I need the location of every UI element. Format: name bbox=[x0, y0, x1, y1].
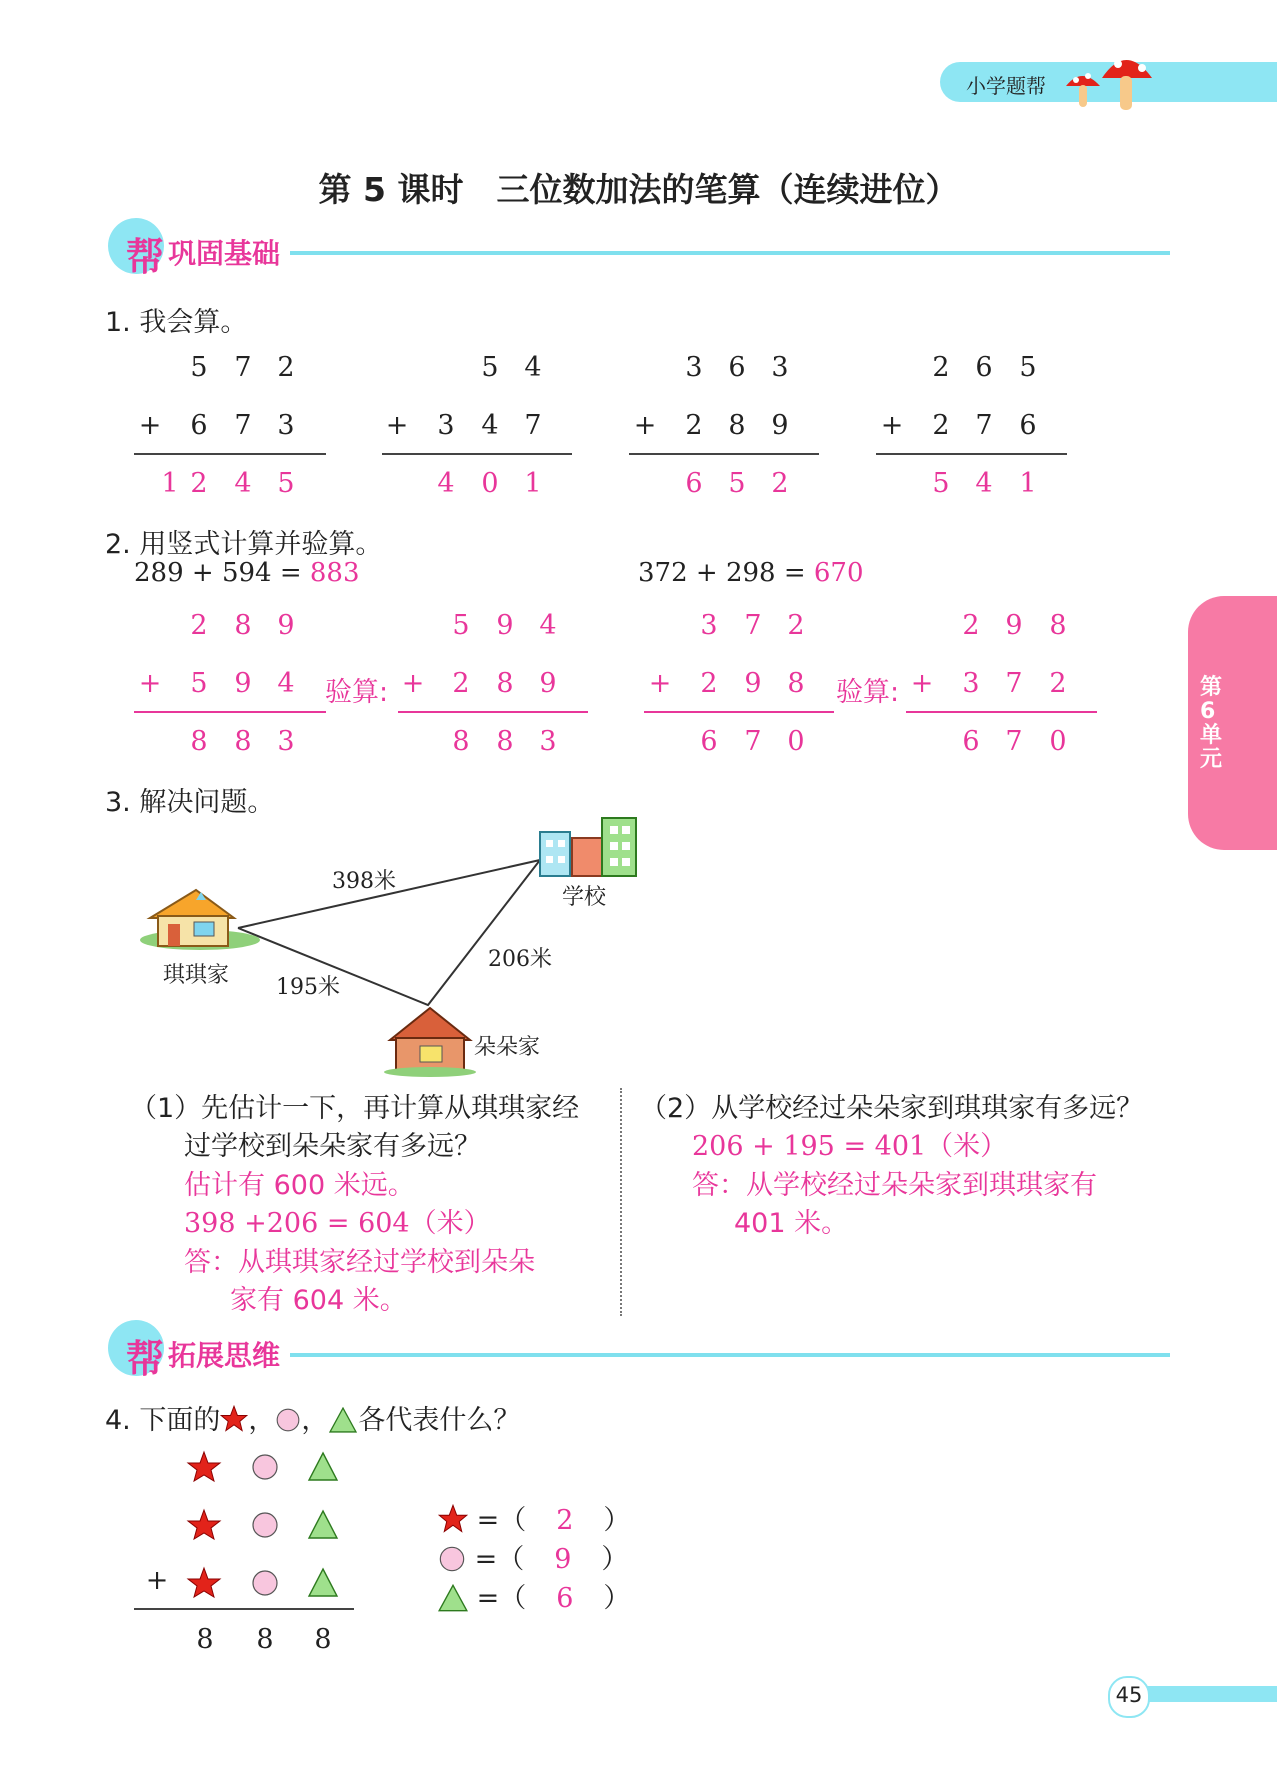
digit: 9 bbox=[234, 668, 252, 699]
circle-icon bbox=[253, 1571, 277, 1595]
q3-part1-answer: 398 +206 = 604（米） bbox=[184, 1208, 491, 1239]
house-icon bbox=[384, 1008, 476, 1077]
digit: 2 bbox=[190, 610, 208, 641]
circle-icon bbox=[253, 1513, 277, 1537]
answer-digit: 2 bbox=[190, 468, 208, 499]
triangle-icon bbox=[438, 1584, 468, 1612]
digit: 7 bbox=[234, 352, 252, 383]
plus-sign: + bbox=[633, 410, 657, 441]
digit: 4 bbox=[539, 610, 557, 641]
answer-value: 2 bbox=[556, 1505, 574, 1536]
answer-digit: 1 bbox=[161, 468, 179, 499]
answer-digit: 6 bbox=[685, 468, 703, 499]
answer-digit: 8 bbox=[234, 726, 252, 757]
q3-part1-answer: 家有 604 米。 bbox=[230, 1285, 407, 1316]
sum-digit: 8 bbox=[196, 1624, 214, 1655]
answer-digit: 5 bbox=[932, 468, 950, 499]
plus-sign: + bbox=[910, 668, 934, 699]
digit: 2 bbox=[787, 610, 805, 641]
unit-tab-label: 第6单元 bbox=[1200, 675, 1223, 772]
digit: 7 bbox=[234, 410, 252, 441]
plus-sign: + bbox=[145, 1565, 169, 1596]
digit: 6 bbox=[190, 410, 208, 441]
answer-value: 9 bbox=[554, 1544, 572, 1575]
plus-sign: + bbox=[385, 410, 409, 441]
digit: 8 bbox=[234, 610, 252, 641]
check-label: 验算: bbox=[836, 677, 900, 708]
triangle-icon bbox=[309, 1453, 337, 1480]
digit: 2 bbox=[277, 352, 295, 383]
place-label: 朵朵家 bbox=[474, 1035, 541, 1060]
answer-circle bbox=[438, 1537, 628, 1576]
digit: 8 bbox=[787, 668, 805, 699]
answer-digit: 8 bbox=[452, 726, 470, 757]
answer-digit: 3 bbox=[539, 726, 557, 757]
answer-digit: 4 bbox=[975, 468, 993, 499]
digit: 9 bbox=[771, 410, 789, 441]
digit: 3 bbox=[962, 668, 980, 699]
answer-digit: 0 bbox=[1049, 726, 1067, 757]
answer-open: =（ bbox=[476, 1583, 527, 1614]
q4-label-sep: ， bbox=[301, 1405, 329, 1436]
q2-label: 2. 用竖式计算并验算。 bbox=[105, 529, 383, 560]
equation-expr: 372 + 298 = bbox=[638, 558, 814, 588]
q3-part2-question: （2）从学校经过朵朵家到琪琪家有多远？ bbox=[640, 1093, 1144, 1124]
sum-digit: 8 bbox=[314, 1624, 332, 1655]
equation-answer: 670 bbox=[813, 558, 864, 588]
q3-part2-answer: 401 米。 bbox=[734, 1208, 849, 1239]
q3-part1-answer: 答：从琪琪家经过学校到朵朵 bbox=[184, 1247, 535, 1278]
digit: 3 bbox=[437, 410, 455, 441]
star-icon bbox=[220, 1405, 248, 1433]
digit: 3 bbox=[771, 352, 789, 383]
q3-part1-question: （1）先估计一下，再计算从琪琪家经 bbox=[130, 1093, 580, 1124]
answer-digit: 2 bbox=[771, 468, 789, 499]
q1-label: 1. 我会算。 bbox=[105, 307, 248, 338]
digit: 6 bbox=[975, 352, 993, 383]
digit: 8 bbox=[728, 410, 746, 441]
distance-label: 206米 bbox=[488, 947, 552, 972]
digit: 3 bbox=[277, 410, 295, 441]
answer-close: ） bbox=[603, 1505, 631, 1536]
answer-digit: 3 bbox=[277, 726, 295, 757]
answer-digit: 8 bbox=[496, 726, 514, 757]
digit: 2 bbox=[932, 410, 950, 441]
answer-digit: 4 bbox=[437, 468, 455, 499]
digit: 8 bbox=[496, 668, 514, 699]
distance-label: 195米 bbox=[276, 975, 340, 1000]
answer-digit: 6 bbox=[962, 726, 980, 757]
answer-digit: 7 bbox=[1005, 726, 1023, 757]
q3-part1-answer: 估计有 600 米远。 bbox=[184, 1170, 415, 1201]
digit: 4 bbox=[277, 668, 295, 699]
digit: 9 bbox=[1005, 610, 1023, 641]
digit: 5 bbox=[190, 352, 208, 383]
star-icon bbox=[188, 1452, 220, 1481]
answer-digit: 7 bbox=[744, 726, 762, 757]
digit: 2 bbox=[452, 668, 470, 699]
triangle-icon bbox=[328, 1407, 358, 1433]
answer-star bbox=[438, 1498, 630, 1537]
digit: 7 bbox=[744, 610, 762, 641]
digit: 2 bbox=[932, 352, 950, 383]
page-number: 45 bbox=[1115, 1683, 1143, 1707]
check-label: 验算: bbox=[325, 677, 389, 708]
answer-digit: 0 bbox=[787, 726, 805, 757]
answer-open: =（ bbox=[474, 1544, 525, 1575]
answer-digit: 5 bbox=[728, 468, 746, 499]
digit: 5 bbox=[1019, 352, 1037, 383]
section-label: 巩固基础 bbox=[168, 237, 281, 270]
answer-digit: 6 bbox=[700, 726, 718, 757]
q4-label-post: 各代表什么？ bbox=[358, 1405, 521, 1436]
section-badge: 帮 bbox=[126, 235, 165, 279]
digit: 3 bbox=[685, 352, 703, 383]
house-icon bbox=[140, 890, 260, 950]
place-label: 琪琪家 bbox=[163, 963, 230, 988]
section-divider bbox=[290, 1353, 1170, 1357]
digit: 4 bbox=[524, 352, 542, 383]
section-badge: 帮 bbox=[126, 1337, 165, 1381]
triangle-icon bbox=[309, 1511, 337, 1538]
digit: 7 bbox=[975, 410, 993, 441]
star-icon bbox=[438, 1504, 468, 1534]
digit: 7 bbox=[524, 410, 542, 441]
symbol-addition bbox=[180, 1448, 350, 1618]
answer-close: ） bbox=[601, 1544, 629, 1575]
circle-icon bbox=[253, 1455, 277, 1479]
answer-digit: 0 bbox=[481, 468, 499, 499]
answer-triangle bbox=[438, 1576, 630, 1615]
equation-expr: 289 + 594 = bbox=[134, 558, 310, 588]
digit: 6 bbox=[1019, 410, 1037, 441]
q4-label-sep: ， bbox=[248, 1405, 276, 1436]
answer-digit: 8 bbox=[190, 726, 208, 757]
plus-sign: + bbox=[138, 668, 162, 699]
digit: 2 bbox=[1049, 668, 1067, 699]
q3-label: 3. 解决问题。 bbox=[105, 787, 275, 818]
column-divider bbox=[620, 1088, 622, 1316]
q3-part2-answer: 答：从学校经过朵朵家到琪琪家有 bbox=[692, 1170, 1097, 1201]
sum-digit: 8 bbox=[256, 1624, 274, 1655]
answer-digit: 1 bbox=[1019, 468, 1037, 499]
equation-answer: 883 bbox=[309, 558, 360, 588]
triangle-icon bbox=[309, 1569, 337, 1596]
sum-line bbox=[134, 1608, 354, 1610]
circle-icon bbox=[275, 1407, 301, 1433]
plus-sign: + bbox=[648, 668, 672, 699]
answer-digit: 5 bbox=[277, 468, 295, 499]
digit: 9 bbox=[277, 610, 295, 641]
q3-part1-question: 过学校到朵朵家有多远？ bbox=[184, 1131, 481, 1162]
header-brand: 小学题帮 bbox=[966, 74, 1046, 98]
section-label: 拓展思维 bbox=[168, 1339, 281, 1372]
page-title: 第 5 课时 三位数加法的笔算（连续进位） bbox=[318, 170, 959, 209]
digit: 9 bbox=[744, 668, 762, 699]
circle-icon bbox=[438, 1545, 466, 1573]
plus-sign: + bbox=[138, 410, 162, 441]
digit: 8 bbox=[1049, 610, 1067, 641]
star-icon bbox=[188, 1510, 220, 1539]
star-icon bbox=[188, 1568, 220, 1597]
place-label: 学校 bbox=[562, 885, 607, 910]
digit: 3 bbox=[700, 610, 718, 641]
answer-open: =（ bbox=[476, 1505, 527, 1536]
digit: 5 bbox=[452, 610, 470, 641]
digit: 7 bbox=[1005, 668, 1023, 699]
answer-close: ） bbox=[603, 1583, 631, 1614]
plus-sign: + bbox=[401, 668, 425, 699]
digit: 9 bbox=[496, 610, 514, 641]
digit: 2 bbox=[700, 668, 718, 699]
digit: 2 bbox=[685, 410, 703, 441]
digit: 6 bbox=[728, 352, 746, 383]
distance-label: 398米 bbox=[332, 869, 396, 894]
school-icon bbox=[540, 818, 636, 876]
footer-bar bbox=[1140, 1686, 1277, 1702]
answer-value: 6 bbox=[556, 1583, 574, 1614]
digit: 5 bbox=[481, 352, 499, 383]
q4-label-pre: 4. 下面的 bbox=[105, 1405, 221, 1436]
plus-sign: + bbox=[880, 410, 904, 441]
answer-digit: 4 bbox=[234, 468, 252, 499]
answer-digit: 1 bbox=[524, 468, 542, 499]
digit: 2 bbox=[962, 610, 980, 641]
digit: 5 bbox=[190, 668, 208, 699]
digit: 9 bbox=[539, 668, 557, 699]
digit: 4 bbox=[481, 410, 499, 441]
q3-part2-answer: 206 + 195 = 401（米） bbox=[692, 1131, 1008, 1162]
q4-label bbox=[105, 1398, 520, 1437]
